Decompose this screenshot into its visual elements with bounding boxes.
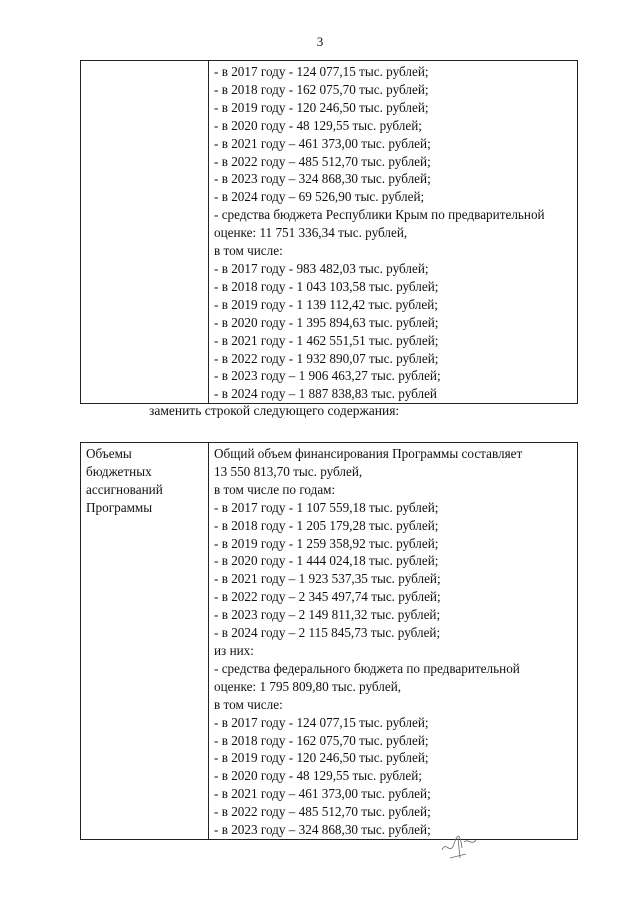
text-line: - в 2022 году – 485 512,70 тыс. рублей; (214, 153, 431, 169)
funding-lines (214, 63, 573, 403)
text-line: - в 2018 году - 162 075,70 тыс. рублей; (214, 732, 429, 748)
replace-instruction: заменить строкой следующего содержания: (149, 403, 400, 418)
text-line: - в 2023 году – 324 868,30 тыс. рублей; (214, 822, 431, 838)
text-line: бюджетных (86, 463, 152, 479)
text-line: - в 2024 году – 69 526,90 тыс. рублей; (214, 189, 425, 205)
text-line: - в 2019 году - 1 259 358,92 тыс. рублей; (214, 535, 439, 551)
table-value-cell (209, 443, 578, 840)
signature-mark (436, 828, 482, 864)
page-number: 3 (316, 34, 324, 49)
text-line: Общий объем финансирования Программы составляет (214, 446, 523, 461)
table-label-cell (81, 61, 209, 404)
text-line: в том числе: (214, 696, 283, 712)
text-line: - в 2017 году - 983 482,03 тыс. рублей; (214, 260, 429, 276)
text-line: - в 2020 году - 1 395 894,63 тыс. рублей; (214, 314, 439, 330)
text-line: - в 2018 году - 1 043 103,58 тыс. рублей; (214, 278, 439, 294)
text-line: - в 2023 году – 2 149 811,32 тыс. рублей; (214, 607, 441, 623)
text-line: - в 2024 году – 2 115 845,73 тыс. рублей; (214, 625, 441, 641)
table-label-cell (81, 443, 209, 840)
text-line: - в 2017 году - 124 077,15 тыс. рублей; (214, 714, 429, 730)
table-label-lines (86, 445, 204, 517)
text-line: оценке: 11 751 336,34 тыс. рублей, (214, 225, 408, 241)
text-line: - в 2021 году - 1 462 551,51 тыс. рублей; (214, 332, 439, 348)
table-value-cell (209, 61, 578, 404)
funding-lines (214, 445, 573, 839)
text-line: 13 550 813,70 тыс. рублей, (214, 463, 363, 479)
text-line: оценке: 1 795 809,80 тыс. рублей, (214, 678, 402, 694)
text-line: - в 2020 году - 48 129,55 тыс. рублей; (214, 768, 422, 784)
text-line: - в 2023 году – 324 868,30 тыс. рублей; (214, 171, 431, 187)
text-line: Программы (86, 499, 153, 515)
text-line: - в 2021 году – 461 373,00 тыс. рублей; (214, 786, 431, 802)
text-line: - в 2020 году - 48 129,55 тыс. рублей; (214, 117, 422, 133)
funding-table-new (80, 442, 578, 840)
text-line: - в 2021 году – 461 373,00 тыс. рублей; (214, 135, 431, 151)
table-row (81, 443, 578, 840)
text-line: - в 2022 году – 485 512,70 тыс. рублей; (214, 804, 431, 820)
funding-table-old (80, 60, 578, 404)
text-line: в том числе по годам: (214, 481, 336, 497)
text-line: - в 2022 году – 2 345 497,74 тыс. рублей; (214, 589, 441, 605)
text-line: - в 2019 году - 120 246,50 тыс. рублей; (214, 99, 429, 115)
text-line: - в 2017 году - 124 077,15 тыс. рублей; (214, 64, 429, 79)
text-line: - средства федерального бюджета по предварительной (214, 660, 520, 676)
text-line: - в 2019 году - 120 246,50 тыс. рублей; (214, 750, 429, 766)
text-line: - в 2022 году - 1 932 890,07 тыс. рублей; (214, 350, 439, 366)
text-line: - в 2023 году – 1 906 463,27 тыс. рублей; (214, 368, 441, 384)
text-line: - в 2020 году - 1 444 024,18 тыс. рублей; (214, 553, 439, 569)
text-line: - в 2019 году - 1 139 112,42 тыс. рублей; (214, 296, 438, 312)
text-line: - в 2018 году - 162 075,70 тыс. рублей; (214, 81, 429, 97)
table-row (81, 61, 578, 404)
text-line: - в 2017 году - 1 107 559,18 тыс. рублей; (214, 499, 439, 515)
text-line: - в 2024 году – 1 887 838,83 тыс. рублей (214, 386, 437, 402)
text-line: из них: (214, 642, 254, 658)
text-line: - в 2018 году - 1 205 179,28 тыс. рублей; (214, 517, 439, 533)
text-line: - в 2021 году – 1 923 537,35 тыс. рублей; (214, 571, 441, 587)
text-line: - средства бюджета Республики Крым по предварительной (214, 207, 545, 223)
text-line: в том числе: (214, 243, 283, 259)
text-line: Объемы (86, 446, 132, 461)
text-line: ассигнований (86, 481, 163, 497)
